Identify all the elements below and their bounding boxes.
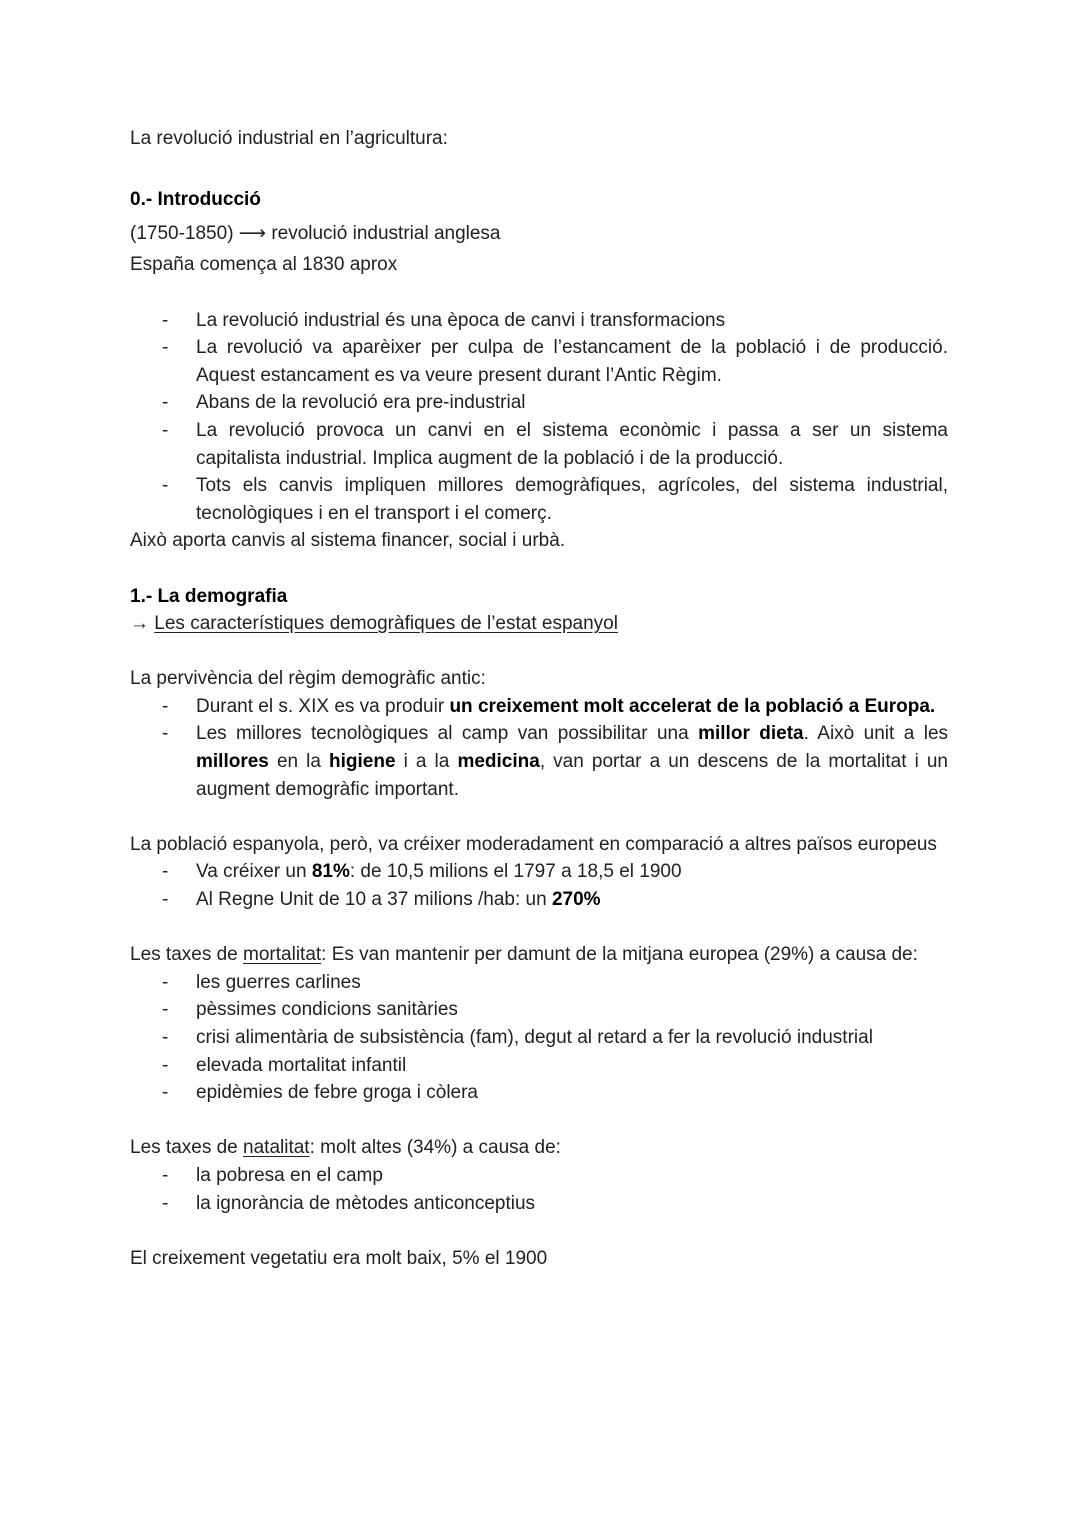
list-item: - Tots els canvis impliquen millores demogràfiques, agrícoles, del sistema industrial, tecnològiques i en el transport i el comerç. <box>130 472 948 527</box>
list-item: - pèssimes condicions sanitàries <box>130 996 948 1024</box>
intro-bullet-list <box>130 307 948 528</box>
demography-subtitle-link: Les característiques demogràfiques de l’estat espanyol <box>154 613 618 635</box>
demography-paragraph-2: La població espanyola, però, va créixer moderadament en comparació a altres països europeus <box>130 833 937 855</box>
list-item: - La revolució industrial és una època de canvi i transformacions <box>130 307 948 335</box>
list-item: - la ignorància de mètodes anticonceptius <box>130 1190 948 1218</box>
document-page <box>130 125 948 1272</box>
demography-bullet-list-1 <box>130 693 948 803</box>
arrow-icon: → <box>130 613 155 635</box>
intro-spain-line: España comença al 1830 aprox <box>130 254 398 276</box>
demography-subtitle <box>130 610 948 638</box>
intro-closing-line: Això aporta canvis al sistema financer, social i urbà. <box>130 530 566 552</box>
list-item: - Les millores tecnològiques al camp van possibilitar una millor dieta. Això unit a les millores en la higiene i a la medicina, van portar a un descens de la mortalitat i un augment demogràfic important. <box>130 720 948 803</box>
list-item: - La revolució provoca un canvi en el sistema econòmic i passa a ser un sistema capitalista industrial. Implica augment de la població i de la producció. <box>130 417 948 472</box>
list-item: - Al Regne Unit de 10 a 37 milions /hab: un 270% <box>130 886 948 914</box>
list-item: - epidèmies de febre groga i còlera <box>130 1079 948 1107</box>
section-heading-demography: 1.- La demografia <box>130 585 288 607</box>
intro-dates-line: (1750-1850) ⟶ revolució industrial anglesa <box>130 222 501 244</box>
list-item: - Va créixer un 81%: de 10,5 milions el 1797 a 18,5 el 1900 <box>130 858 948 886</box>
list-item: - elevada mortalitat infantil <box>130 1052 948 1080</box>
list-item: - La revolució va aparèixer per culpa de l’estancament de la població i de producció. Aquest estancament es va veure present durant l’Antic Règim. <box>130 334 948 389</box>
demography-bullet-list-2 <box>130 858 948 913</box>
mortality-causes-list <box>130 969 948 1107</box>
section-heading-intro: 0.- Introducció <box>130 189 261 211</box>
list-item: - crisi alimentària de subsistència (fam), degut al retard a fer la revolució industrial <box>130 1024 948 1052</box>
list-item: - la pobresa en el camp <box>130 1162 948 1190</box>
list-item: - les guerres carlines <box>130 969 948 997</box>
document-title: La revolució industrial en l’agricultura: <box>130 128 448 149</box>
demography-paragraph-1: La pervivència del règim demogràfic antic: <box>130 668 486 690</box>
list-item: - Durant el s. XIX es va produir un creixement molt accelerat de la població a Europa. <box>130 693 948 721</box>
list-item: - Abans de la revolució era pre-industrial <box>130 389 948 417</box>
natality-paragraph: Les taxes de natalitat: molt altes (34%) a causa de: <box>130 1137 561 1159</box>
natality-causes-list <box>130 1162 948 1217</box>
vegetative-growth-line: El creixement vegetatiu era molt baix, 5% el 1900 <box>130 1247 548 1269</box>
mortality-paragraph: Les taxes de mortalitat: Es van mantenir per damunt de la mitjana europea (29%) a causa de: <box>130 944 918 966</box>
